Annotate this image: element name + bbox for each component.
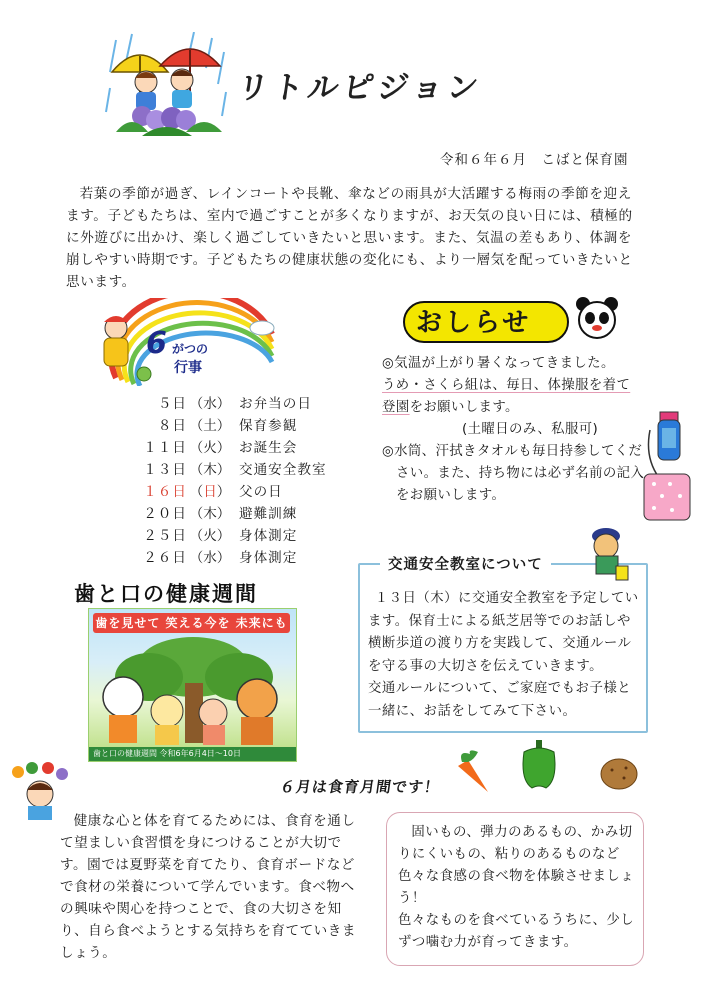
event-name: 避難訓練 bbox=[239, 506, 298, 522]
event-date: １６日 bbox=[143, 484, 187, 500]
event-name: 身体測定 bbox=[239, 550, 298, 566]
event-weekday: （土） bbox=[189, 418, 231, 434]
event-weekday-value: 日 bbox=[203, 484, 217, 500]
event-weekday-value: 木 bbox=[203, 506, 217, 522]
food-tips-text bbox=[398, 822, 638, 954]
event-weekday: （木） bbox=[189, 506, 231, 522]
poster-characters-icon bbox=[89, 633, 296, 749]
events-heading bbox=[86, 298, 276, 386]
newsletter-title: リトルピジョン bbox=[234, 70, 485, 106]
notice-item-2: ◎水筒、汗拭きタオルも毎日持参してください。また、持ち物には必ず名前の記入をお願いします。 bbox=[382, 444, 645, 503]
dental-week-title: 歯と口の健康週間 bbox=[74, 582, 258, 606]
events-list bbox=[100, 393, 327, 569]
food-education-text: 健康な心と体を育てるためには、食育を通して望ましい食習慣を身につけることが大切です。園では夏野菜を育てたり、食育ボードなどで食材の栄養について学んでいます。食べ物への興味や関心を持つことで、食の大切さを知り、自ら食べようとする気持ちを育てていきましょう。 bbox=[60, 813, 356, 961]
event-row bbox=[100, 415, 327, 437]
event-date: ２６日 bbox=[143, 550, 187, 566]
rainy-kids-illustration bbox=[102, 32, 232, 140]
traffic-dog-illustration bbox=[578, 522, 632, 584]
food-month-title: ６月は食育月間です！ bbox=[278, 778, 442, 796]
event-weekday-value: 木 bbox=[203, 462, 217, 478]
event-weekday-value: 水 bbox=[203, 396, 217, 412]
event-date: １３日 bbox=[143, 462, 187, 478]
poster-footer: 歯と口の健康週間 令和6年6月4日〜10日 bbox=[89, 747, 297, 761]
notice-item-1-note: (土曜日のみ、私服可) bbox=[462, 422, 599, 437]
event-row bbox=[100, 393, 327, 415]
carrot-icon bbox=[448, 748, 498, 796]
food-tips-text-1: 固いもの、弾力のあるもの、かみ切りにくいもの、粘りのあるものなど色々な食感の食べ物を体験させましょう！ bbox=[398, 825, 635, 906]
events-month-number: 6 bbox=[146, 326, 167, 361]
dental-poster bbox=[88, 608, 297, 762]
event-name: お弁当の日 bbox=[239, 396, 312, 412]
event-weekday: （日） bbox=[189, 484, 231, 500]
event-weekday-value: 火 bbox=[203, 440, 217, 456]
notice-item-1-line-2: うめ・さくら組は、毎日、体操服を着て bbox=[382, 378, 631, 393]
intro-paragraph: 若葉の季節が過ぎ、レインコートや長靴、傘などの雨具が大活躍する梅雨の季節を迎えます。子どもたちは、室内で過ごすことが多くなりますが、お天気の良い日には、積極的に外遊びに出かけ、楽しく過ごしていきたいと思います。また、気温の差もあり、体調を崩しやすい時期です。子どもたちの健康状態の変化にも、より一層気を配っていきたいと思います。 bbox=[66, 186, 633, 290]
traffic-safety-text-1: １３日（木）に交通安全教室を予定しています。保育士による紙芝居等でのお話しや横断歩道の渡り方を実践して、交通ルールを守る事の大切さを伝えていきます。 bbox=[368, 591, 639, 674]
event-row bbox=[100, 481, 327, 503]
event-weekday-value: 土 bbox=[203, 418, 217, 434]
event-date: １１日 bbox=[143, 440, 187, 456]
event-weekday: （水） bbox=[189, 396, 231, 412]
event-date: ２０日 bbox=[143, 506, 187, 522]
bottle-towel-illustration bbox=[640, 400, 702, 526]
event-weekday-value: 火 bbox=[203, 528, 217, 544]
event-name: 身体測定 bbox=[239, 528, 298, 544]
notice-title: おしらせ bbox=[416, 308, 532, 338]
event-weekday: （水） bbox=[189, 550, 231, 566]
event-row bbox=[100, 503, 327, 525]
event-date: ５日 bbox=[157, 396, 187, 412]
green-pepper-icon bbox=[518, 740, 560, 790]
event-weekday: （木） bbox=[189, 462, 231, 478]
event-date: ２５日 bbox=[143, 528, 187, 544]
traffic-safety-text-2: 交通ルールについて、ご家庭でもお子様と一緒に、お話をしてみて下さい。 bbox=[368, 681, 632, 719]
event-row bbox=[100, 459, 327, 481]
notice-item-1-line-3 bbox=[382, 397, 652, 419]
event-row bbox=[100, 437, 327, 459]
dateline: 令和６年６月 こばと保育園 bbox=[440, 152, 629, 168]
event-weekday: （火） bbox=[189, 528, 231, 544]
event-row bbox=[100, 547, 327, 569]
event-name: 保育参観 bbox=[239, 418, 298, 434]
traffic-safety-text bbox=[368, 588, 640, 723]
events-heading-label: 行事 bbox=[174, 360, 202, 376]
event-weekday-value: 水 bbox=[203, 550, 217, 566]
potato-icon bbox=[598, 752, 640, 792]
traffic-safety-title: 交通安全教室について bbox=[380, 553, 551, 574]
poster-slogan: 歯を見せて 笑える今を 未来にも bbox=[93, 613, 290, 633]
event-name: お誕生会 bbox=[239, 440, 298, 456]
notice-item-1-line-1: ◎気温が上がり暑くなってきました。 bbox=[382, 356, 615, 371]
event-name: 父の日 bbox=[239, 484, 283, 500]
notice-underlined-word: 登園 bbox=[382, 400, 410, 415]
event-name: 交通安全教室 bbox=[239, 462, 327, 478]
notice-heading bbox=[402, 296, 632, 348]
food-tips-text-2: 色々なものを食べているうちに、少しずつ噛む力が育ってきます。 bbox=[398, 913, 635, 950]
notice-body bbox=[382, 353, 652, 507]
events-month-suffix: がつの bbox=[171, 342, 208, 356]
event-weekday: （火） bbox=[189, 440, 231, 456]
event-date: ８日 bbox=[157, 418, 187, 434]
event-row bbox=[100, 525, 327, 547]
notice-item-1-line-3-rest: をお願いします。 bbox=[409, 400, 519, 415]
panda-icon bbox=[574, 296, 620, 344]
